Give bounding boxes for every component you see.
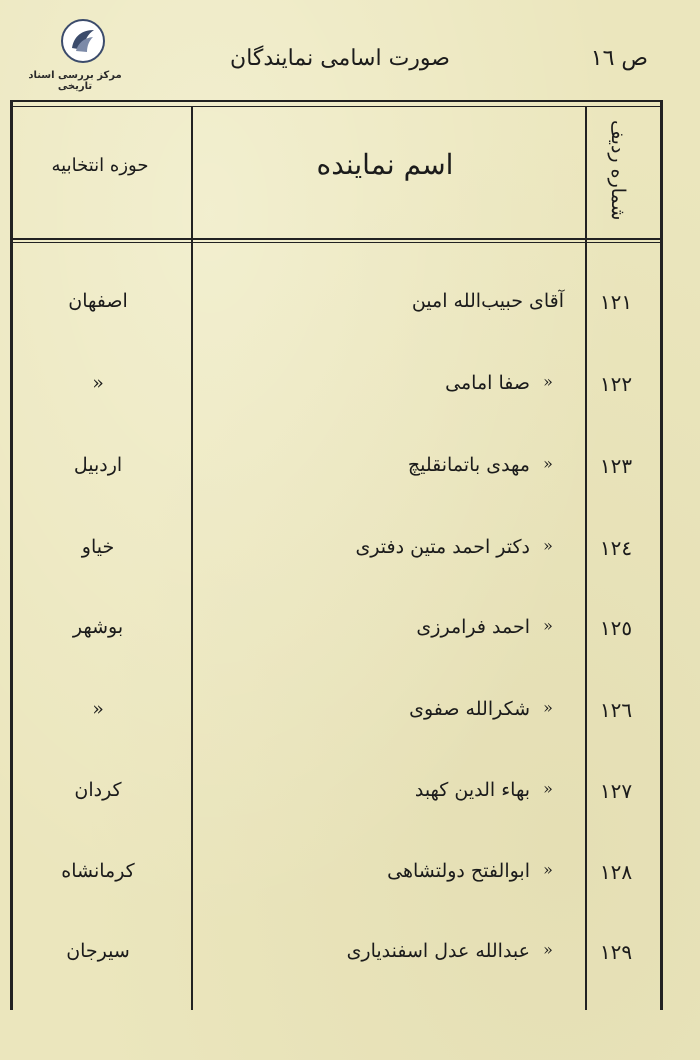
page-title: صورت اسامی نمایندگان: [230, 46, 450, 71]
column-header-number: شماره ردیف: [607, 120, 629, 221]
representative-name: مهدی باتمانقلیچ: [407, 454, 530, 476]
electoral-district: خیاو: [81, 536, 115, 558]
ditto-mark: «: [543, 372, 553, 391]
row-number: ١٢٦: [599, 698, 633, 722]
table-row: [10, 860, 660, 900]
table-row: [10, 616, 660, 656]
row-number: ١٢٢: [599, 372, 633, 396]
electoral-district: «: [92, 372, 104, 394]
ditto-mark: «: [543, 536, 553, 555]
row-number: ١٢٨: [599, 860, 633, 884]
table-row: [10, 779, 660, 819]
row-number: ١٢٤: [599, 536, 633, 560]
electoral-district: اردبیل: [73, 454, 123, 476]
representative-name: بهاء الدین کهبد: [414, 779, 530, 801]
representative-name: آقای حبیب‌الله امین: [411, 290, 564, 312]
table-row: [10, 454, 660, 494]
column-header-name: اسم نماینده: [316, 148, 454, 181]
archive-logo-text: مرکز بررسی اسناد تاریخی: [28, 70, 122, 92]
archive-logo: [10, 18, 140, 92]
representative-name: احمد فرامرزی: [416, 616, 530, 638]
row-number: ١٢٣: [599, 454, 633, 478]
ditto-mark: «: [543, 779, 553, 798]
electoral-district: «: [92, 698, 104, 720]
electoral-district: کردان: [74, 779, 122, 801]
table-row: [10, 940, 660, 980]
representative-name: عبدالله عدل اسفندیاری: [346, 940, 530, 962]
table-row: [10, 536, 660, 576]
electoral-district: بوشهر: [72, 616, 124, 638]
electoral-district: کرمانشاه: [61, 860, 135, 882]
ditto-mark: «: [543, 698, 553, 717]
row-number: ١٢٧: [599, 779, 633, 803]
table-row: [10, 698, 660, 738]
column-header-district: حوزه انتخابیه: [51, 155, 149, 176]
electoral-district: اصفهان: [68, 290, 128, 312]
electoral-district: سیرجان: [66, 940, 130, 962]
representative-name: ابوالفتح دولتشاهی: [387, 860, 530, 882]
table-row: [10, 372, 660, 412]
representative-name: دکتر احمد متین دفتری: [355, 536, 530, 558]
row-number: ١٢٥: [599, 616, 633, 640]
ditto-mark: «: [543, 860, 553, 879]
ditto-mark: «: [543, 616, 553, 635]
header-separator-thin: [13, 242, 660, 243]
page-number: ص ١٦: [590, 46, 648, 71]
table-row: [10, 290, 660, 330]
representative-name: شکرالله صفوی: [409, 698, 530, 720]
ditto-mark: «: [543, 454, 553, 473]
representative-name: صفا امامی: [445, 372, 530, 394]
header-separator: [13, 238, 660, 240]
archive-logo-icon: [60, 18, 106, 64]
row-number: ١٢١: [599, 290, 633, 314]
ditto-mark: «: [543, 940, 553, 959]
row-number: ١٢٩: [599, 940, 633, 964]
